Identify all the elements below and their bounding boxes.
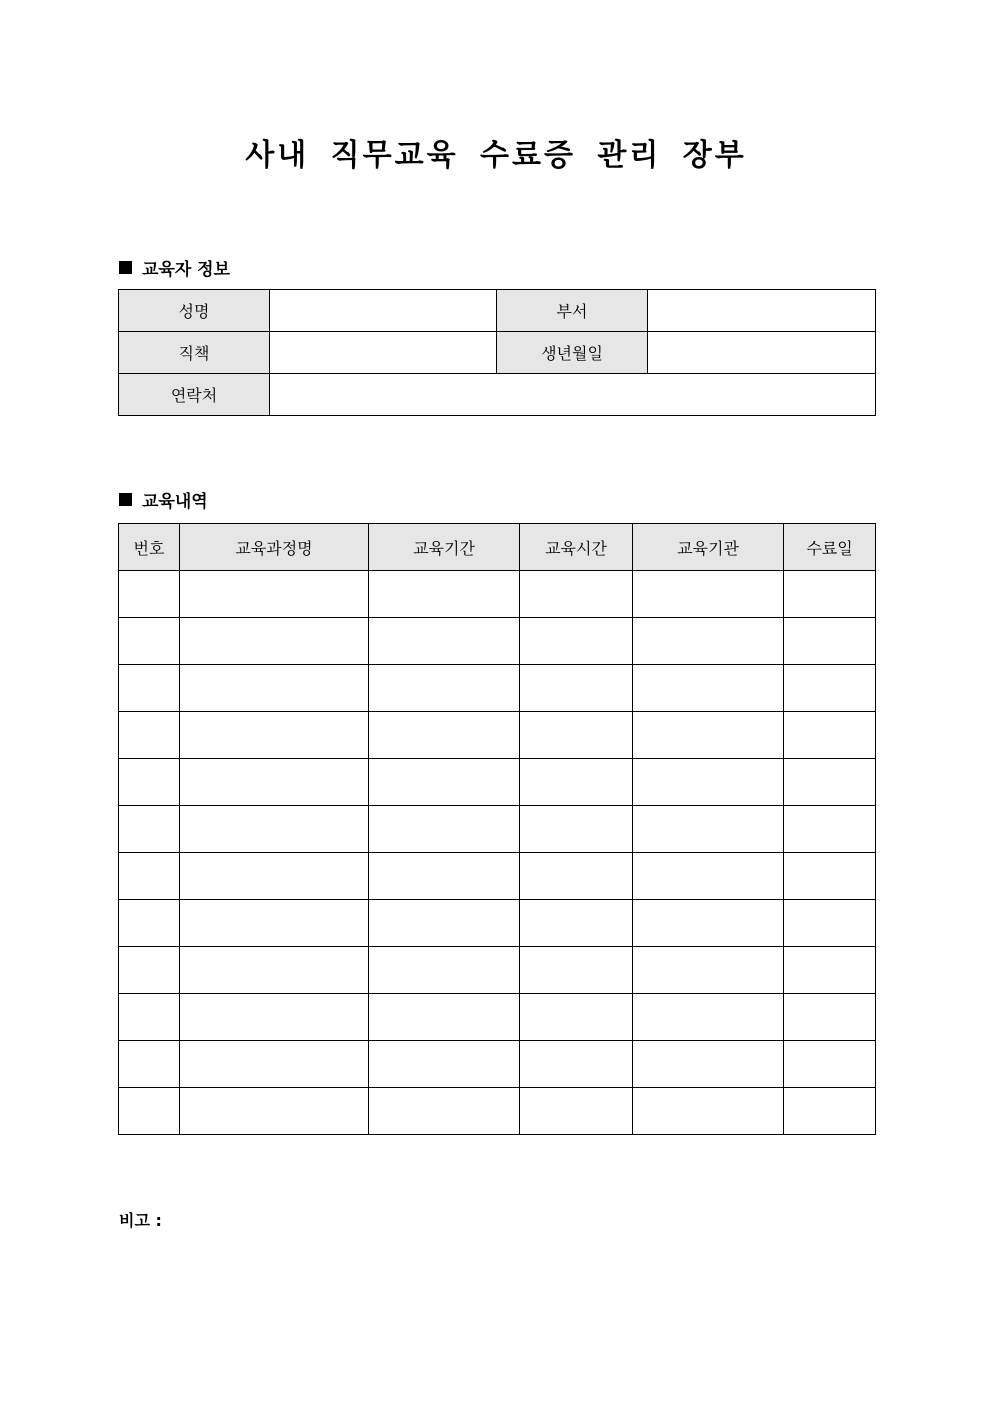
hours-cell[interactable] [520,1088,633,1135]
position-field[interactable] [270,332,497,374]
square-bullet-icon [119,493,132,506]
table-row [119,571,876,618]
completion-date-cell[interactable] [784,994,876,1041]
number-cell[interactable] [119,1041,180,1088]
hours-cell[interactable] [520,1041,633,1088]
table-row [119,665,876,712]
number-cell[interactable] [119,759,180,806]
institution-cell[interactable] [633,618,784,665]
period-cell[interactable] [369,947,520,994]
course-name-cell[interactable] [180,994,369,1041]
table-row [119,853,876,900]
course-name-cell[interactable] [180,853,369,900]
course-name-cell[interactable] [180,712,369,759]
contact-field[interactable] [270,374,876,416]
number-cell[interactable] [119,806,180,853]
period-cell[interactable] [369,853,520,900]
table-row [119,759,876,806]
education-history-heading-label: 교육내역 [142,492,208,512]
institution-cell[interactable] [633,571,784,618]
name-field[interactable] [270,290,497,332]
table-row [119,900,876,947]
hours-cell[interactable] [520,618,633,665]
square-bullet-icon [119,261,132,274]
period-cell[interactable] [369,1088,520,1135]
contact-label: 연락처 [119,374,270,416]
course-name-cell[interactable] [180,947,369,994]
completion-date-cell[interactable] [784,1088,876,1135]
institution-cell[interactable] [633,806,784,853]
period-cell[interactable] [369,1041,520,1088]
institution-cell[interactable] [633,947,784,994]
period-cell[interactable] [369,759,520,806]
table-header-row [119,524,876,571]
period-cell[interactable] [369,665,520,712]
period-cell[interactable] [369,900,520,947]
column-header-completion-date: 수료일 [784,524,876,571]
institution-cell[interactable] [633,759,784,806]
course-name-cell[interactable] [180,1088,369,1135]
period-cell[interactable] [369,618,520,665]
course-name-cell[interactable] [180,806,369,853]
table-row [119,618,876,665]
period-cell[interactable] [369,712,520,759]
table-row [119,712,876,759]
completion-date-cell[interactable] [784,618,876,665]
column-header-course-name: 교육과정명 [180,524,369,571]
column-header-hours: 교육시간 [520,524,633,571]
institution-cell[interactable] [633,853,784,900]
number-cell[interactable] [119,900,180,947]
course-name-cell[interactable] [180,1041,369,1088]
education-history-table [118,523,876,1135]
column-header-number: 번호 [119,524,180,571]
course-name-cell[interactable] [180,665,369,712]
completion-date-cell[interactable] [784,947,876,994]
period-cell[interactable] [369,571,520,618]
hours-cell[interactable] [520,712,633,759]
institution-cell[interactable] [633,712,784,759]
column-header-institution: 교육기관 [633,524,784,571]
hours-cell[interactable] [520,571,633,618]
table-row [119,947,876,994]
remarks-label: 비고 : [119,1211,162,1230]
course-name-cell[interactable] [180,618,369,665]
institution-cell[interactable] [633,994,784,1041]
number-cell[interactable] [119,618,180,665]
educatee-info-heading-label: 교육자 정보 [142,260,231,280]
course-name-cell[interactable] [180,900,369,947]
course-name-cell[interactable] [180,571,369,618]
institution-cell[interactable] [633,1041,784,1088]
hours-cell[interactable] [520,947,633,994]
table-row [119,806,876,853]
hours-cell[interactable] [520,806,633,853]
number-cell[interactable] [119,665,180,712]
department-field[interactable] [648,290,876,332]
position-label: 직책 [119,332,270,374]
department-label: 부서 [497,290,648,332]
number-cell[interactable] [119,571,180,618]
hours-cell[interactable] [520,900,633,947]
educatee-info-heading [119,255,230,280]
table-row [119,1088,876,1135]
info-row-name-department [119,290,876,332]
birthdate-label: 생년월일 [497,332,648,374]
completion-date-cell[interactable] [784,712,876,759]
hours-cell[interactable] [520,853,633,900]
completion-date-cell[interactable] [784,571,876,618]
number-cell[interactable] [119,947,180,994]
number-cell[interactable] [119,994,180,1041]
info-row-position-birthdate [119,332,876,374]
hours-cell[interactable] [520,759,633,806]
hours-cell[interactable] [520,994,633,1041]
number-cell[interactable] [119,712,180,759]
completion-date-cell[interactable] [784,665,876,712]
educatee-info-table [118,289,876,416]
table-row [119,994,876,1041]
institution-cell[interactable] [633,900,784,947]
name-label: 성명 [119,290,270,332]
page-title: 사내 직무교육 수료증 관리 장부 [245,138,747,173]
institution-cell[interactable] [633,1088,784,1135]
completion-date-cell[interactable] [784,806,876,853]
institution-cell[interactable] [633,665,784,712]
number-cell[interactable] [119,853,180,900]
info-row-contact [119,374,876,416]
remarks [119,1208,162,1231]
completion-date-cell[interactable] [784,853,876,900]
completion-date-cell[interactable] [784,1041,876,1088]
column-header-period: 교육기간 [369,524,520,571]
hours-cell[interactable] [520,665,633,712]
period-cell[interactable] [369,806,520,853]
completion-date-cell[interactable] [784,759,876,806]
table-row [119,1041,876,1088]
birthdate-field[interactable] [648,332,876,374]
education-history-heading [119,487,208,512]
course-name-cell[interactable] [180,759,369,806]
number-cell[interactable] [119,1088,180,1135]
completion-date-cell[interactable] [784,900,876,947]
period-cell[interactable] [369,994,520,1041]
